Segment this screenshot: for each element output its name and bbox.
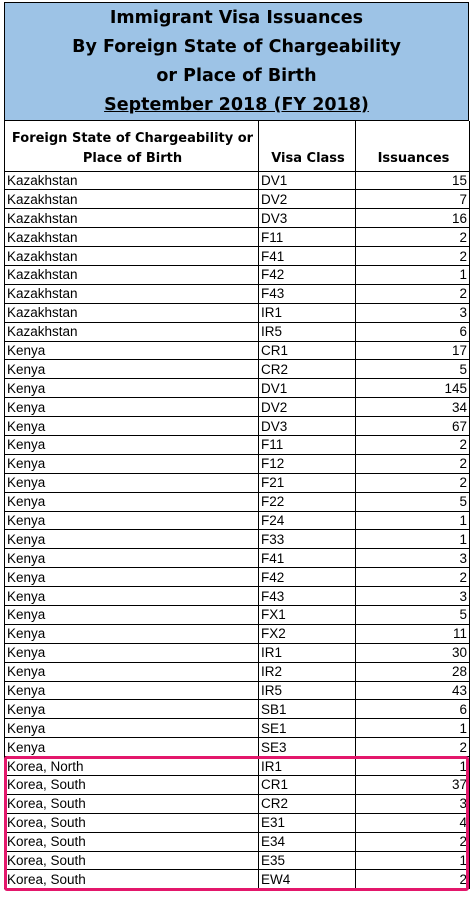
cell-visa-class: DV2: [259, 398, 356, 417]
table-row: [5, 738, 470, 757]
cell-visa-class: DV2: [259, 190, 356, 209]
cell-issuances: 2: [356, 568, 470, 587]
cell-visa-class: IR1: [259, 757, 356, 776]
cell-issuances: 2: [356, 832, 470, 851]
cell-visa-class: E34: [259, 832, 356, 851]
cell-country: Kenya: [5, 360, 259, 379]
cell-visa-class: IR2: [259, 662, 356, 681]
table-row: [5, 247, 470, 266]
cell-visa-class: EW4: [259, 870, 356, 889]
table-row: [5, 209, 470, 228]
cell-visa-class: F11: [259, 435, 356, 454]
cell-issuances: 28: [356, 662, 470, 681]
cell-issuances: 4: [356, 813, 470, 832]
table-row: [5, 398, 470, 417]
cell-country: Kazakhstan: [5, 247, 259, 266]
table-row: [5, 851, 470, 870]
header-visa-class: Visa Class: [259, 121, 356, 171]
table-row: [5, 171, 470, 190]
table-row: [5, 757, 470, 776]
report-title-line-4: September 2018 (FY 2018): [104, 94, 369, 115]
cell-country: Kenya: [5, 511, 259, 530]
cell-issuances: 2: [356, 473, 470, 492]
cell-country: Kenya: [5, 417, 259, 436]
cell-visa-class: F21: [259, 473, 356, 492]
report-title-line-3: or Place of Birth: [156, 65, 317, 86]
cell-country: Kenya: [5, 662, 259, 681]
table-row: [5, 322, 470, 341]
table-row: [5, 700, 470, 719]
table-row: [5, 719, 470, 738]
table-row: [5, 870, 470, 889]
cell-issuances: 17: [356, 341, 470, 360]
cell-issuances: 5: [356, 492, 470, 511]
report-title-line-1: Immigrant Visa Issuances: [109, 7, 364, 28]
cell-visa-class: IR5: [259, 681, 356, 700]
header-issuances: Issuances: [356, 121, 470, 171]
cell-issuances: 1: [356, 265, 470, 284]
table-row: [5, 454, 470, 473]
table-row: [5, 624, 470, 643]
cell-issuances: 145: [356, 379, 470, 398]
cell-country: Korea, South: [5, 794, 259, 813]
table-row: [5, 379, 470, 398]
cell-country: Kazakhstan: [5, 171, 259, 190]
cell-issuances: 2: [356, 454, 470, 473]
cell-country: Kenya: [5, 700, 259, 719]
cell-visa-class: F22: [259, 492, 356, 511]
cell-issuances: 6: [356, 700, 470, 719]
cell-issuances: 1: [356, 851, 470, 870]
cell-country: Kenya: [5, 341, 259, 360]
cell-country: Kazakhstan: [5, 209, 259, 228]
cell-issuances: 2: [356, 284, 470, 303]
cell-country: Kazakhstan: [5, 228, 259, 247]
cell-visa-class: E35: [259, 851, 356, 870]
cell-issuances: 2: [356, 228, 470, 247]
cell-country: Kazakhstan: [5, 265, 259, 284]
cell-country: Korea, South: [5, 832, 259, 851]
table-row: [5, 473, 470, 492]
table-header-row: [5, 121, 470, 171]
cell-country: Kenya: [5, 605, 259, 624]
table-row: [5, 492, 470, 511]
cell-issuances: 1: [356, 511, 470, 530]
cell-visa-class: F41: [259, 549, 356, 568]
cell-visa-class: DV1: [259, 171, 356, 190]
cell-visa-class: F41: [259, 247, 356, 266]
cell-country: Kenya: [5, 719, 259, 738]
table-row: [5, 530, 470, 549]
cell-issuances: 2: [356, 435, 470, 454]
table-row: [5, 568, 470, 587]
cell-visa-class: FX1: [259, 605, 356, 624]
cell-issuances: 6: [356, 322, 470, 341]
cell-country: Kenya: [5, 530, 259, 549]
cell-visa-class: FX2: [259, 624, 356, 643]
table-row: [5, 587, 470, 606]
cell-issuances: 7: [356, 190, 470, 209]
cell-visa-class: F42: [259, 265, 356, 284]
cell-visa-class: CR1: [259, 776, 356, 795]
cell-visa-class: DV3: [259, 209, 356, 228]
issuance-table: [4, 121, 470, 889]
table-row: [5, 776, 470, 795]
cell-issuances: 3: [356, 549, 470, 568]
table-row: [5, 643, 470, 662]
cell-issuances: 16: [356, 209, 470, 228]
cell-issuances: 11: [356, 624, 470, 643]
cell-issuances: 3: [356, 587, 470, 606]
visa-issuance-sheet: [4, 2, 469, 889]
cell-country: Kazakhstan: [5, 303, 259, 322]
table-row: [5, 794, 470, 813]
table-row: [5, 549, 470, 568]
cell-visa-class: CR2: [259, 794, 356, 813]
table-row: [5, 228, 470, 247]
cell-issuances: 5: [356, 605, 470, 624]
cell-issuances: 2: [356, 247, 470, 266]
table-row: [5, 360, 470, 379]
cell-visa-class: F43: [259, 587, 356, 606]
cell-issuances: 2: [356, 870, 470, 889]
table-body: [5, 171, 470, 889]
cell-issuances: 3: [356, 794, 470, 813]
table-row: [5, 605, 470, 624]
table-row: [5, 832, 470, 851]
cell-visa-class: F33: [259, 530, 356, 549]
cell-visa-class: IR1: [259, 303, 356, 322]
cell-visa-class: E31: [259, 813, 356, 832]
cell-country: Kenya: [5, 587, 259, 606]
cell-country: Kenya: [5, 473, 259, 492]
table-row: [5, 284, 470, 303]
table-row: [5, 813, 470, 832]
cell-visa-class: CR1: [259, 341, 356, 360]
table-row: [5, 435, 470, 454]
cell-visa-class: F42: [259, 568, 356, 587]
cell-visa-class: DV3: [259, 417, 356, 436]
cell-issuances: 1: [356, 757, 470, 776]
report-title-block: [4, 2, 469, 121]
cell-visa-class: SE1: [259, 719, 356, 738]
cell-visa-class: DV1: [259, 379, 356, 398]
report-title-line-2: By Foreign State of Chargeability: [72, 36, 401, 57]
table-row: [5, 511, 470, 530]
cell-country: Kenya: [5, 454, 259, 473]
cell-issuances: 34: [356, 398, 470, 417]
cell-country: Kenya: [5, 435, 259, 454]
cell-country: Korea, South: [5, 776, 259, 795]
cell-issuances: 67: [356, 417, 470, 436]
cell-issuances: 1: [356, 530, 470, 549]
cell-country: Korea, South: [5, 851, 259, 870]
cell-issuances: 30: [356, 643, 470, 662]
cell-country: Kazakhstan: [5, 322, 259, 341]
cell-issuances: 3: [356, 303, 470, 322]
cell-country: Kenya: [5, 738, 259, 757]
cell-country: Korea, South: [5, 813, 259, 832]
cell-visa-class: F43: [259, 284, 356, 303]
cell-visa-class: F24: [259, 511, 356, 530]
cell-visa-class: CR2: [259, 360, 356, 379]
cell-country: Kenya: [5, 549, 259, 568]
cell-visa-class: SB1: [259, 700, 356, 719]
header-country: Foreign State of Chargeability or Place of Birth: [5, 121, 259, 171]
table-row: [5, 417, 470, 436]
table-row: [5, 681, 470, 700]
cell-country: Kenya: [5, 681, 259, 700]
cell-country: Korea, South: [5, 870, 259, 889]
table-row: [5, 190, 470, 209]
cell-issuances: 2: [356, 738, 470, 757]
cell-visa-class: IR5: [259, 322, 356, 341]
table-row: [5, 265, 470, 284]
cell-country: Kenya: [5, 568, 259, 587]
cell-country: Kenya: [5, 379, 259, 398]
cell-issuances: 5: [356, 360, 470, 379]
table-row: [5, 662, 470, 681]
cell-country: Kenya: [5, 492, 259, 511]
cell-visa-class: F11: [259, 228, 356, 247]
cell-issuances: 15: [356, 171, 470, 190]
cell-country: Kenya: [5, 643, 259, 662]
cell-visa-class: IR1: [259, 643, 356, 662]
table-row: [5, 341, 470, 360]
cell-country: Korea, North: [5, 757, 259, 776]
cell-visa-class: SE3: [259, 738, 356, 757]
cell-visa-class: F12: [259, 454, 356, 473]
cell-issuances: 43: [356, 681, 470, 700]
cell-issuances: 1: [356, 719, 470, 738]
cell-country: Kenya: [5, 624, 259, 643]
cell-country: Kazakhstan: [5, 284, 259, 303]
cell-issuances: 37: [356, 776, 470, 795]
cell-country: Kenya: [5, 398, 259, 417]
cell-country: Kazakhstan: [5, 190, 259, 209]
table-row: [5, 303, 470, 322]
